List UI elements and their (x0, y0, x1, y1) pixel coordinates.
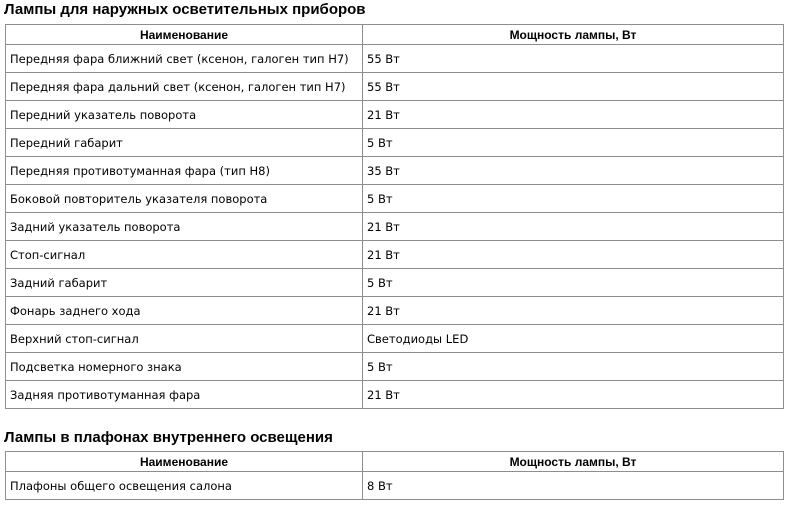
table-row (6, 325, 784, 353)
lamp-name-cell: Плафоны общего освещения салона (6, 472, 363, 500)
exterior-lamps-rows (6, 45, 784, 409)
table-row (6, 353, 784, 381)
lamp-name-cell: Верхний стоп-сигнал (6, 325, 363, 353)
table-row (6, 157, 784, 185)
lamp-power-cell: 55 Вт (363, 73, 784, 101)
lamp-name-cell: Передний указатель поворота (6, 101, 363, 129)
column-header-power: Мощность лампы, Вт (363, 25, 784, 45)
lamp-name-cell: Боковой повторитель указателя поворота (6, 185, 363, 213)
lamp-power-cell: Светодиоды LED (363, 325, 784, 353)
exterior-lamps-table (5, 24, 784, 409)
table-row (6, 185, 784, 213)
lamp-name-cell: Подсветка номерного знака (6, 353, 363, 381)
lamp-power-cell: 55 Вт (363, 45, 784, 73)
lamp-power-cell: 21 Вт (363, 213, 784, 241)
lamp-name-cell: Задняя противотуманная фара (6, 381, 363, 409)
lamp-name-cell: Передний габарит (6, 129, 363, 157)
lamp-name-cell: Задний габарит (6, 269, 363, 297)
lamp-power-cell: 5 Вт (363, 129, 784, 157)
lamp-power-cell: 21 Вт (363, 241, 784, 269)
column-header-name: Наименование (6, 25, 363, 45)
column-header-power: Мощность лампы, Вт (363, 452, 784, 472)
lamp-name-cell: Фонарь заднего хода (6, 297, 363, 325)
lamp-name-cell: Задний указатель поворота (6, 213, 363, 241)
table-header-row (6, 452, 784, 472)
lamp-power-cell: 21 Вт (363, 101, 784, 129)
lamp-name-cell: Передняя фара дальний свет (ксенон, галоген тип H7) (6, 73, 363, 101)
lamp-power-cell: 8 Вт (363, 472, 784, 500)
section-title-interior-lamps: Лампы в плафонах внутреннего освещения (4, 429, 333, 446)
table-row (6, 269, 784, 297)
table-row (6, 129, 784, 157)
table-header-row (6, 25, 784, 45)
interior-lamps-rows (6, 472, 784, 500)
table-row (6, 241, 784, 269)
table-row (6, 472, 784, 500)
column-header-name: Наименование (6, 452, 363, 472)
table-row (6, 213, 784, 241)
table-row (6, 381, 784, 409)
table-row (6, 45, 784, 73)
section-title-exterior-lamps: Лампы для наружных осветительных приборов (4, 1, 366, 18)
table-row (6, 297, 784, 325)
table-row (6, 73, 784, 101)
lamp-name-cell: Передняя противотуманная фара (тип H8) (6, 157, 363, 185)
lamp-name-cell: Передняя фара ближний свет (ксенон, галоген тип H7) (6, 45, 363, 73)
lamp-power-cell: 21 Вт (363, 297, 784, 325)
lamp-power-cell: 5 Вт (363, 185, 784, 213)
interior-lamps-table (5, 451, 784, 500)
lamp-name-cell: Стоп-сигнал (6, 241, 363, 269)
lamp-power-cell: 5 Вт (363, 269, 784, 297)
table-row (6, 101, 784, 129)
lamp-power-cell: 5 Вт (363, 353, 784, 381)
lamp-power-cell: 21 Вт (363, 381, 784, 409)
lamp-power-cell: 35 Вт (363, 157, 784, 185)
